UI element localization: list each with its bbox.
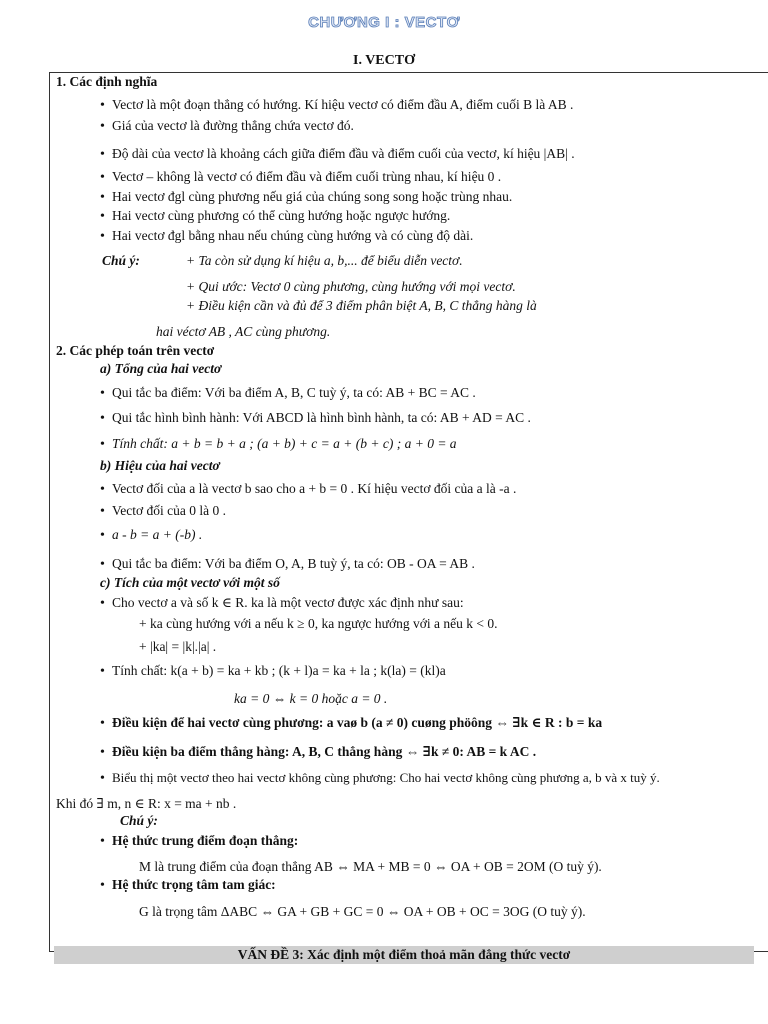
bullet-icon: • — [100, 528, 105, 543]
heading-operations: 2. Các phép toán trên vectơ — [56, 343, 215, 358]
bullet-icon: • — [100, 771, 105, 786]
list-item: • Điều kiện để hai vectơ cùng phương: a vaø b (a ≠ 0) cuøng phöông ⇔ ∃k ∈ R : b = ka — [100, 715, 603, 731]
list-item: • Qui tắc ba điểm: Với ba điểm A, B, C tuỳ ý, ta có: AB + BC = AC . — [100, 385, 476, 401]
bullet-icon: • — [100, 557, 105, 572]
bullet-icon: • — [100, 878, 105, 893]
note-text: + ka cùng hướng với a nếu k ≥ 0, ka ngược hướng với a nếu k < 0. — [139, 616, 498, 631]
list-item: • Hai vectơ cùng phương có thể cùng hướng hoặc ngược hướng. — [100, 208, 451, 224]
bullet-icon: • — [100, 209, 105, 224]
bullet-icon: • — [100, 190, 105, 205]
note-text: hai véctơ AB , AC cùng phương. — [156, 324, 331, 339]
list-item: • Cho vectơ a và số k ∈ R. ka là một vectơ được xác định như sau: — [100, 595, 464, 611]
subheading-sum: a) Tổng của hai vectơ — [100, 361, 222, 376]
bullet-icon: • — [100, 482, 105, 497]
bullet-icon: • — [100, 834, 105, 849]
note-text: + Điều kiện cần và đủ để 3 điểm phân biệt A, B, C thẳng hàng là — [186, 298, 537, 313]
list-item: • a - b = a + (-b) . — [100, 527, 203, 543]
list-item: • Giá của vectơ là đường thẳng chứa vectơ đó. — [100, 118, 354, 134]
subheading-scalar-product: c) Tích của một vectơ với một số — [100, 575, 280, 590]
subheading-difference: b) Hiệu của hai vectơ — [100, 458, 220, 473]
list-item: • Điều kiện ba điểm thẳng hàng: A, B, C thẳng hàng ⇔ ∃k ≠ 0: AB = k AC . — [100, 744, 537, 760]
section-header-bar: VẤN ĐỀ 3: Xác định một điểm thoả mãn đẳng thức vectơ — [54, 946, 754, 964]
bullet-icon: • — [100, 716, 105, 731]
note-label: Chú ý: — [120, 813, 158, 828]
bullet-icon: • — [100, 504, 105, 519]
bullet-icon: • — [100, 664, 105, 679]
list-item: • Hệ thức trung điểm đoạn thẳng: — [100, 833, 299, 849]
note-text: + |ka| = |k|.|a| . — [139, 639, 217, 654]
list-item: • Vectơ đối của a là vectơ b sao cho a + b = 0 . Kí hiệu vectơ đối của a là -a . — [100, 481, 517, 497]
bullet-icon: • — [100, 98, 105, 113]
body-text: Khi đó ∃ m, n ∈ R: x = ma + nb . — [56, 796, 237, 811]
list-item: • Tính chất: a + b = b + a ; (a + b) + c = a + (b + c) ; a + 0 = a — [100, 436, 457, 452]
list-item: • Qui tắc ba điểm: Với ba điểm O, A, B tuỳ ý, ta có: OB - OA = AB . — [100, 556, 475, 572]
note-text: + Ta còn sử dụng kí hiệu a, b,... để biểu diễn vectơ. — [186, 253, 463, 268]
list-item: • Hai vectơ đgl cùng phương nếu giá của chúng song song hoặc trùng nhau. — [100, 189, 513, 205]
bullet-icon: • — [100, 229, 105, 244]
note-text: M là trung điểm của đoạn thẳng AB ⇔ MA + MB = 0 ⇔ OA + OB = 2OM (O tuỳ ý). — [139, 859, 602, 874]
list-item: • Hai vectơ đgl bằng nhau nếu chúng cùng hướng và có cùng độ dài. — [100, 228, 474, 244]
section-title: I. VECTƠ — [353, 53, 415, 68]
list-item: • Vectơ là một đoạn thẳng có hướng. Kí hiệu vectơ có điểm đầu A, điểm cuối B là AB . — [100, 97, 574, 113]
note-label: Chú ý: — [102, 253, 140, 268]
list-item: • Qui tắc hình bình hành: Với ABCD là hình bình hành, ta có: AB + AD = AC . — [100, 410, 531, 426]
bullet-icon: • — [100, 170, 105, 185]
list-item: • Độ dài của vectơ là khoảng cách giữa điểm đầu và điểm cuối của vectơ, kí hiệu |AB| . — [100, 146, 575, 162]
note-text: ka = 0 ⇔ k = 0 hoặc a = 0 . — [234, 691, 388, 706]
bullet-icon: • — [100, 745, 105, 760]
note-text: G là trọng tâm ΔABC ⇔ GA + GB + GC = 0 ⇔ OA + OB + OC = 3OG (O tuỳ ý). — [139, 904, 586, 919]
list-item: • Tính chất: k(a + b) = ka + kb ; (k + l)a = ka + la ; k(la) = (kl)a — [100, 663, 446, 679]
bullet-icon: • — [100, 119, 105, 134]
bullet-icon: • — [100, 147, 105, 162]
list-item: • Biểu thị một vectơ theo hai vectơ không cùng phương: Cho hai vectơ không cùng phương a, b và x tuỳ ý. — [100, 770, 660, 786]
heading-definitions: 1. Các định nghĩa — [56, 74, 158, 89]
list-item: • Vectơ – không là vectơ có điểm đầu và điểm cuối trùng nhau, kí hiệu 0 . — [100, 169, 502, 185]
list-item: • Hệ thức trọng tâm tam giác: — [100, 877, 276, 893]
bullet-icon: • — [100, 386, 105, 401]
note-text: + Qui ước: Vectơ 0 cùng phương, cùng hướng với mọi vectơ. — [186, 279, 516, 294]
list-item: • Vectơ đối của 0 là 0 . — [100, 503, 226, 519]
bullet-icon: • — [100, 411, 105, 426]
chapter-title: CHƯƠNG I : VECTƠ — [308, 14, 460, 31]
bullet-icon: • — [100, 596, 105, 611]
bullet-icon: • — [100, 437, 105, 452]
